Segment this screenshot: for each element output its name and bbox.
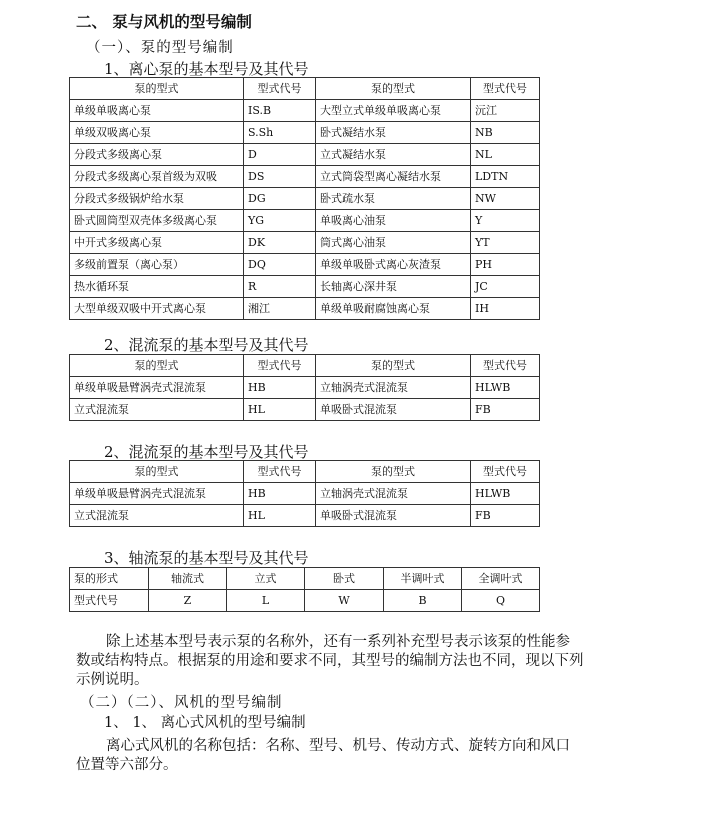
table-row [70,122,540,144]
table-cell: 单吸离心油泵 [316,210,471,232]
table-cell: S.Sh [244,122,316,144]
column-header: 型式代号 [471,461,540,483]
centrifugal-table [69,77,540,320]
table-cell: 卧式 [305,568,384,590]
table-cell: 半调叶式 [384,568,462,590]
column-header: 泵的型式 [316,78,471,100]
table-cell: 立式 [227,568,305,590]
table-cell: Y [471,210,540,232]
table-cell: HLWB [471,377,540,399]
table-cell: 轴流式 [149,568,227,590]
subsection-heading: （一）、泵的型号编制 [86,40,234,56]
table-cell: 大型单级双吸中开式离心泵 [70,298,244,320]
table-cell: 湘江 [244,298,316,320]
column-header: 型式代号 [244,461,316,483]
column-header: 泵的型式 [316,461,471,483]
column-header: 型式代号 [244,78,316,100]
table-row [70,483,540,505]
table-row [70,188,540,210]
fan-paragraph [76,737,636,775]
table-cell: JC [471,276,540,298]
table-cell: 卧式圆筒型双壳体多级离心泵 [70,210,244,232]
table-cell: 立轴涡壳式混流泵 [316,377,471,399]
table-cell: 筒式离心油泵 [316,232,471,254]
table-cell: NL [471,144,540,166]
table-cell: NB [471,122,540,144]
table-cell: R [244,276,316,298]
table-row [70,144,540,166]
table-cell: Z [149,590,227,612]
table-cell: 沅江 [471,100,540,122]
paragraph [76,633,636,690]
axial-table [69,567,540,612]
table-cell: 立式混流泵 [70,505,244,527]
fan-subheading: 1、 1、 离心式风机的型号编制 [104,715,306,731]
table-cell: PH [471,254,540,276]
table-cell: 单吸卧式混流泵 [316,505,471,527]
table-cell: 分段式多级离心泵 [70,144,244,166]
table-cell: 热水循环泵 [70,276,244,298]
table-cell: 型式代号 [70,590,149,612]
fan-section-heading: （二）（二）、风机的型号编制 [80,695,283,711]
table-row [70,399,540,421]
table-row [70,276,540,298]
table-cell: 立式凝结水泵 [316,144,471,166]
paragraph-line: 离心式风机的名称包括：名称、型号、机号、传动方式、旋转方向和风口 [106,738,570,754]
paragraph-line: 除上述基本型号表示泵的名称外，还有一系列补充型号表示该泵的性能参 [106,634,570,650]
mixed-flow-table-repeat [69,460,540,527]
table-cell: 单级单吸卧式离心灰渣泵 [316,254,471,276]
table-row [70,505,540,527]
table-cell: 卧式疏水泵 [316,188,471,210]
table-row [70,377,540,399]
table-cell: 卧式凝结水泵 [316,122,471,144]
column-header: 泵的型式 [316,355,471,377]
table-cell: IH [471,298,540,320]
mixed-flow-table [69,354,540,421]
table-cell: YG [244,210,316,232]
table-cell: Q [462,590,540,612]
paragraph-line: 数或结构特点。根据泵的用途和要求不同，其型号的编制方法也不同，现以下列 [76,653,584,669]
table-cell: DS [244,166,316,188]
axial-caption: 3、轴流泵的基本型号及其代号 [104,549,309,567]
table-cell: 立轴涡壳式混流泵 [316,483,471,505]
table-row [70,166,540,188]
table-row [70,298,540,320]
mixed-flow-caption-repeat: 2、混流泵的基本型号及其代号 [104,443,309,461]
table-cell: DG [244,188,316,210]
section-heading: 二、 泵与风机的型号编制 [76,12,252,31]
mixed-flow-caption: 2、混流泵的基本型号及其代号 [104,336,309,354]
table-row [70,100,540,122]
table-cell: 单级单吸耐腐蚀离心泵 [316,298,471,320]
table-cell: FB [471,505,540,527]
table-cell: L [227,590,305,612]
column-header: 型式代号 [471,355,540,377]
table-cell: B [384,590,462,612]
paragraph-line: 位置等六部分。 [76,757,178,773]
table-cell: LDTN [471,166,540,188]
table-cell: 中开式多级离心泵 [70,232,244,254]
table-cell: 泵的形式 [70,568,149,590]
table-cell: 分段式多级锅炉给水泵 [70,188,244,210]
table-header-row [70,355,540,377]
centrifugal-caption: 1、离心泵的基本型号及其代号 [104,60,309,78]
table-cell: DQ [244,254,316,276]
table-row [70,568,540,590]
table-cell: 大型立式单级单吸离心泵 [316,100,471,122]
table-header-row [70,78,540,100]
table-cell: IS.B [244,100,316,122]
table-cell: 单吸卧式混流泵 [316,399,471,421]
table-cell: 单级双吸离心泵 [70,122,244,144]
paragraph-line: 示例说明。 [76,672,149,688]
table-cell: NW [471,188,540,210]
table-cell: 分段式多级离心泵首级为双吸 [70,166,244,188]
table-cell: 单级单吸悬臂涡壳式混流泵 [70,377,244,399]
table-cell: DK [244,232,316,254]
table-cell: HLWB [471,483,540,505]
table-cell: 多级前置泵（离心泵） [70,254,244,276]
table-row [70,590,540,612]
table-cell: HL [244,399,316,421]
table-cell: FB [471,399,540,421]
column-header: 泵的型式 [70,78,244,100]
table-cell: YT [471,232,540,254]
table-header-row [70,461,540,483]
table-cell: D [244,144,316,166]
table-cell: 单级单吸悬臂涡壳式混流泵 [70,483,244,505]
table-cell: HL [244,505,316,527]
table-cell: 立式混流泵 [70,399,244,421]
table-cell: HB [244,377,316,399]
column-header: 泵的型式 [70,461,244,483]
table-cell: HB [244,483,316,505]
table-row [70,210,540,232]
column-header: 型式代号 [471,78,540,100]
column-header: 型式代号 [244,355,316,377]
table-cell: 长轴离心深井泵 [316,276,471,298]
table-row [70,232,540,254]
table-cell: 单级单吸离心泵 [70,100,244,122]
table-cell: 立式筒袋型离心凝结水泵 [316,166,471,188]
table-row [70,254,540,276]
table-cell: 全调叶式 [462,568,540,590]
column-header: 泵的型式 [70,355,244,377]
table-cell: W [305,590,384,612]
